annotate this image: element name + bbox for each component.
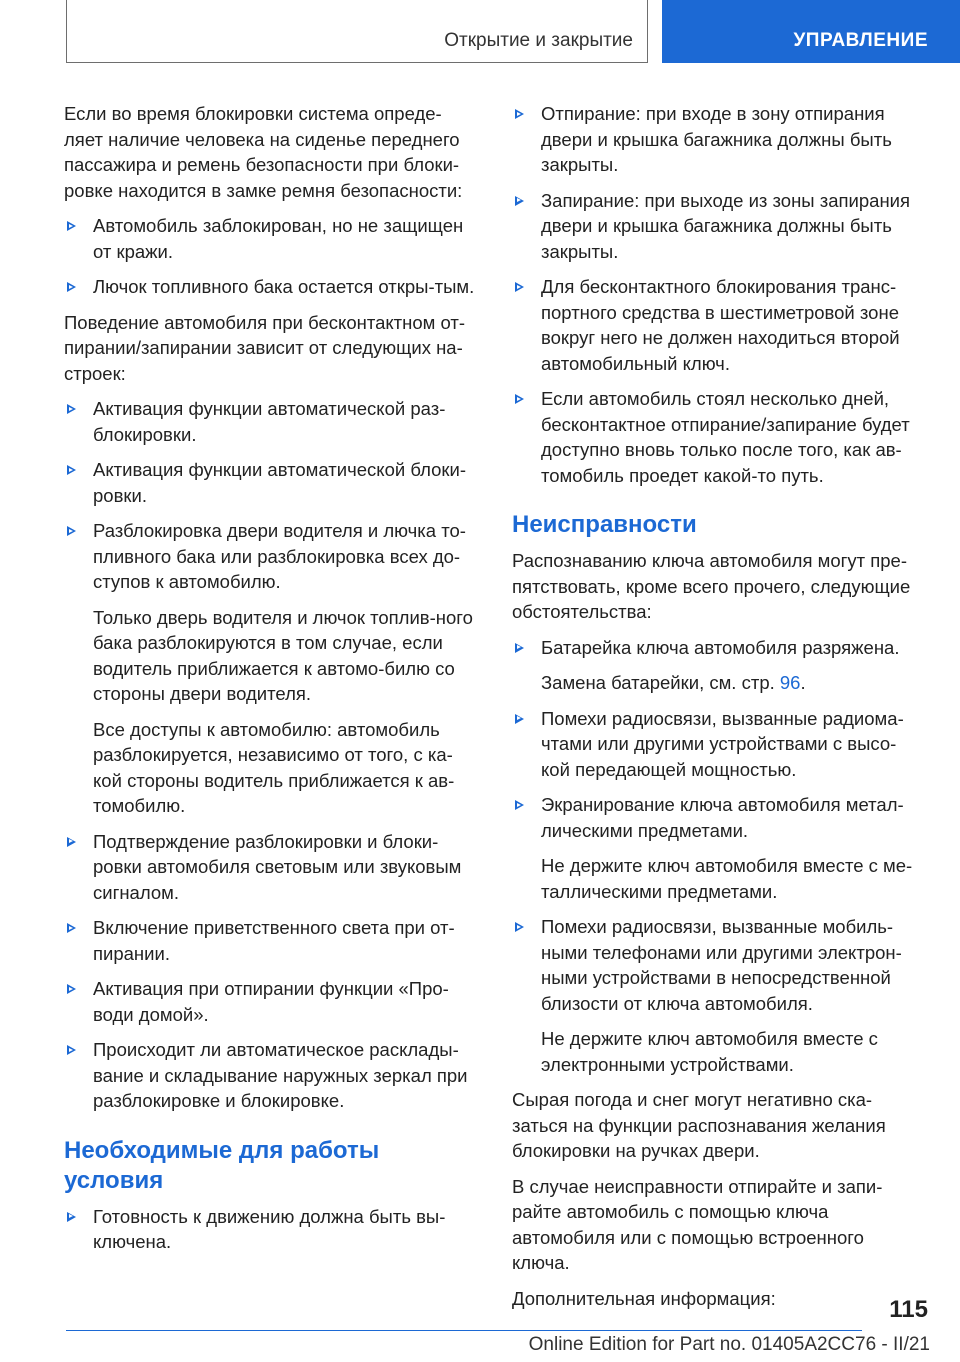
bullet-list <box>64 396 476 1114</box>
list-item: Происходит ли автоматическое расклады-вание и складывание наружных зеркал при разблокировке и блокировке. <box>64 1037 476 1114</box>
footer-edition-text: Online Edition for Part no. 01405A2CC76 - II/21 <box>528 1334 930 1355</box>
list-item: Если автомобиль стоял несколько дней, бесконтактное отпирание/запирание будет доступно вновь только после того, как ав-томобиль проедет какой-то путь. <box>512 386 924 488</box>
triangle-bullet-icon <box>515 394 524 404</box>
bullet-list <box>512 635 924 1078</box>
footer-divider <box>66 1330 862 1331</box>
list-item: Лючок топливного бака остается откры-тым. <box>64 274 476 300</box>
list-item-note: Замена батарейки, см. стр. 96. <box>541 672 806 693</box>
bullet-list <box>64 1204 476 1255</box>
list-item: Включение приветственного света при от-пирании. <box>64 915 476 966</box>
header-section-tab <box>66 0 648 63</box>
page-reference-link[interactable]: 96 <box>779 672 801 693</box>
triangle-bullet-icon <box>67 221 76 231</box>
triangle-bullet-icon <box>515 800 524 810</box>
list-item-note: Только дверь водителя и лючок топлив-ного бака разблокируются в том случае, если водитель приближается к автомо-билю со стороны двери водителя. <box>93 606 473 704</box>
triangle-bullet-icon <box>67 282 76 292</box>
right-column <box>512 101 924 1321</box>
paragraph: Дополнительная информация: <box>512 1287 776 1309</box>
triangle-bullet-icon <box>67 526 76 536</box>
triangle-bullet-icon <box>515 922 524 932</box>
paragraph: Распознаванию ключа автомобиля могут пре-пятствовать, кроме всего прочего, следующие обстоятельства: <box>512 550 911 622</box>
list-item: Активация функции автоматической раз-блокировки. <box>64 396 476 447</box>
list-item-note: Все доступы к автомобилю: автомобиль разблокируется, независимо от того, с ка-кой стороны водитель приближается к ав-томобилю. <box>93 718 455 816</box>
triangle-bullet-icon <box>67 837 76 847</box>
triangle-bullet-icon <box>67 1045 76 1055</box>
section-heading-requirements: Необходимые для работы условия <box>64 1136 380 1194</box>
list-item: Запирание: при выходе из зоны запирания двери и крышка багажника должны быть закрыты. <box>512 188 924 265</box>
paragraph: В случае неисправности отпирайте и запи-райте автомобиль с помощью ключа автомобиля или с помощью встроенного ключа. <box>512 1175 883 1273</box>
list-item: Разблокировка двери водителя и лючка то-пливного бака или разблокировка всех до-ступов к автомобилю. Только дверь водителя и лючок топлив-ного бака разблокируются в том случае, если водитель приближается к автомо-билю со стороны двери водителя. Все доступы к автомобилю: автомобиль разблокируется, независимо от того, с ка-кой стороны водитель приближается к ав-томобилю. <box>64 518 476 819</box>
triangle-bullet-icon <box>67 465 76 475</box>
page-number: 115 <box>889 1296 928 1323</box>
triangle-bullet-icon <box>67 923 76 933</box>
bullet-list <box>512 101 924 488</box>
list-item-note: Не держите ключ автомобиля вместе с ме-таллическими предметами. <box>541 855 913 902</box>
list-item: Экранирование ключа автомобиля метал-лическими предметами. Не держите ключ автомобиля вместе с ме-таллическими предметами. <box>512 792 924 904</box>
header-section-title: Открытие и закрытие <box>444 30 633 51</box>
header-chapter-title: УПРАВЛЕНИЕ <box>793 30 928 51</box>
triangle-bullet-icon <box>67 984 76 994</box>
header-chapter-tab[interactable] <box>662 0 960 63</box>
triangle-bullet-icon <box>67 404 76 414</box>
triangle-bullet-icon <box>67 1212 76 1222</box>
list-item-note: Не держите ключ автомобиля вместе с электронными устройствами. <box>541 1028 878 1075</box>
paragraph: Поведение автомобиля при бесконтактном от-пирании/запирании зависит от следующих на-строек: <box>64 311 466 384</box>
triangle-bullet-icon <box>515 714 524 724</box>
paragraph: Сырая погода и снег могут негативно ска-заться на функции распознавания желания блокировки на ручках двери. <box>512 1089 886 1161</box>
list-item: Активация при отпирании функции «Про-води домой». <box>64 976 476 1027</box>
bullet-list <box>64 213 476 300</box>
list-item: Активация функции автоматической блоки-ровки. <box>64 457 476 508</box>
list-item: Отпирание: при входе в зону отпирания двери и крышка багажника должны быть закрыты. <box>512 101 924 178</box>
triangle-bullet-icon <box>515 109 524 119</box>
list-item: Подтверждение разблокировки и блоки-ровки автомобиля световым или звуковым сигналом. <box>64 829 476 906</box>
list-item: Готовность к движению должна быть вы-ключена. <box>64 1204 476 1255</box>
list-item: Помехи радиосвязи, вызванные мобиль-ными телефонами или другими электрон-ными устройствами в непосредственной близости от ключа автомобиля. Не держите ключ автомобиля вместе с электронными устройствами. <box>512 914 924 1077</box>
triangle-bullet-icon <box>515 282 524 292</box>
list-item: Батарейка ключа автомобиля разряжена. Замена батарейки, см. стр. 96. <box>512 635 924 696</box>
list-item: Для бесконтактного блокирования транс-портного средства в шестиметровой зоне вокруг него не должен находиться второй автомобильный ключ. <box>512 274 924 376</box>
paragraph: Если во время блокировки система опреде-ляет наличие человека на сиденье переднего пассажира и ремень безопасности при блоки-ровке находится в замке ремня безопасности: <box>64 103 463 201</box>
list-item: Помехи радиосвязи, вызванные радиома-чтами или другими устройствами с высо-кой передающей мощностью. <box>512 706 924 783</box>
section-heading-malfunctions: Неисправности <box>512 511 697 538</box>
triangle-bullet-icon <box>515 643 524 653</box>
triangle-bullet-icon <box>515 196 524 206</box>
list-item: Автомобиль заблокирован, но не защищен от кражи. <box>64 213 476 264</box>
left-column <box>64 101 476 1265</box>
